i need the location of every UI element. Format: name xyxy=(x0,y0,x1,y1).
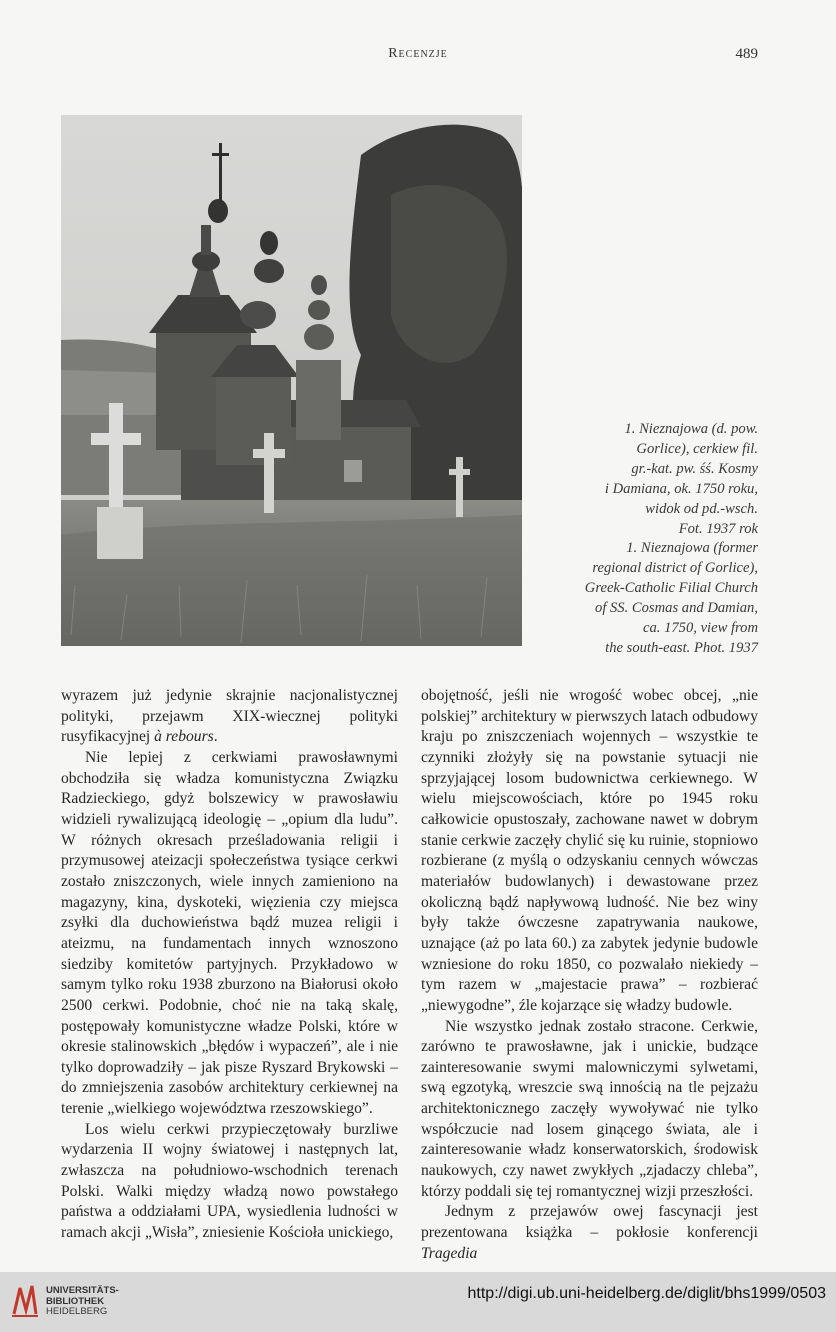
footer-bar xyxy=(0,1272,836,1332)
italic-phrase: Tragedia xyxy=(421,1244,478,1262)
caption-line: widok od pd.-wsch. xyxy=(645,500,758,517)
caption-line: 1. Nieznajowa (former xyxy=(626,540,758,557)
library-emblem-icon xyxy=(10,1280,40,1320)
church-photo xyxy=(61,115,522,646)
caption-line: ca. 1750, view from xyxy=(643,620,758,637)
permalink-url[interactable]: http://digi.ub.uni-heidelberg.de/diglit/bhs1999/0503 xyxy=(467,1285,826,1302)
caption-line: Fot. 1937 rok xyxy=(678,520,758,537)
caption-line: regional district of Gorlice), xyxy=(592,560,758,577)
left-column xyxy=(61,686,398,1244)
library-logo[interactable] xyxy=(10,1280,170,1324)
paragraph: Nie wszystko jednak zostało stracone. Cerkwie, zarówno te prawosławne, jak i unickie, budzące zainteresowanie swymi malowniczymi sylwetami, swą egzotyką, wreszcie swą innością na tle pejzażu architektonicznego zaczęły wywoływać nie tylko współczucie nad losem ginącego świata, ale i zainteresowanie władz konserwatorskich, środowisk naukowych, czy nawet zwykłych „zjadaczy chleba”, którzy poddali się tej romantycznej wizji przeszłości. xyxy=(421,1017,758,1200)
italic-phrase: à rebours xyxy=(154,728,214,746)
caption-line: Greek-Catholic Filial Church xyxy=(584,580,758,597)
caption-line: Gorlice), cerkiew fil. xyxy=(636,440,758,457)
figure-caption xyxy=(548,420,758,659)
caption-line: i Damiana, ok. 1750 roku, xyxy=(604,480,758,497)
caption-line: of SS. Cosmas and Damian, xyxy=(595,600,758,617)
church-photo-illustration xyxy=(61,115,522,646)
page-number: 489 xyxy=(735,46,758,62)
emblem-stroke xyxy=(14,1286,36,1314)
logo-line: BIBLIOTHEK xyxy=(46,1295,105,1307)
paragraph xyxy=(421,1202,758,1264)
paragraph xyxy=(61,686,398,748)
paragraph-text: wyrazem już jedynie skrajnie nacjonalistycznej polityki, przejawm XIX-wiecznej polityki rusyfikacyjnej xyxy=(61,687,398,746)
logo-line: HEIDELBERG xyxy=(46,1306,108,1317)
paragraph-end: . xyxy=(213,728,218,746)
right-column xyxy=(421,686,758,1264)
logo-line: UNIVERSITÄTS- xyxy=(46,1285,119,1296)
caption-line: the south-east. Phot. 1937 xyxy=(605,639,758,656)
paragraph: Los wielu cerkwi przypieczętowały burzliwe wydarzenia II wojny światowej i następnych lat, zwłaszcza na południowo-wschodnich terenach Polski. Walki między władzą nowo powstałego państwa a oddziałami UPA, wysiedlenia ludności w ramach akcji „Wisła”, zniesienie Kościoła unickiego, xyxy=(61,1120,398,1242)
paragraph: obojętność, jeśli nie wrogość wobec obcej, „nie polskiej” architektury w pierwszych latach odbudowy kraju po zniszczeniach wojennych – wszystkie te czynniki złożyły się na powstanie sytuacji nie sprzyjającej losom budownictwa cerkiewnego. W wielu miejscowościach, które po 1945 roku całkowicie opustoszały, zachowane nawet w dobrym stanie cerkwie zaczęły chylić się ku ruinie, stopniowo rozbierane (z myślą o odzyskaniu cennych wówczas materiałów budowlanych) i dewastowane przez okoliczną bądź napływową ludność. Nie bez winy były także ówczesne zapatrywania naukowe, uznające (aż po lata 60.) za zabytek jedynie budowle wzniesione do roku 1850, co pozwalało niekiedy – tym razem w „majestacie prawa” – rozbierać „niewygodne”, źle kojarzące się władzy budowle. xyxy=(421,687,758,1014)
caption-line: 1. Nieznajowa (d. pow. xyxy=(624,421,758,437)
logo-text xyxy=(46,1286,119,1318)
paragraph: Nie lepiej z cerkwiami prawosławnymi obchodziła się władza komunistyczna Związku Radzieckiego, gdyż bolszewicy w prawosławiu widzieli rywalizującą ideologię – „opium dla ludu”. W różnych okresach prześladowania religii i przymusowej ateizacji społeczeństwa tysiące cerkwi zostało zniszczonych, wiele innych zamieniono na magazyny, kina, dyskoteki, więzienia czy miejsca zsyłki dla duchowieństwa bądź muzea religii i ateizmu, na fundamentach innych wznoszono siedziby komitetów partyjnych. Przykładowo w samym tylko roku 1938 zburzono na Białorusi około 2500 cerkwi. Podobnie, choć nie na taką skalę, postępowały komunistyczne władze Polski, które w okresie stalinowskich „błędów i wypaczeń”, ale i nie tylko doprowadziły – jak pisze Ryszard Brykowski – do zmniejszenia zasobów architektury cerkiewnej na terenie „wielkiego województwa rzeszowskiego”. xyxy=(61,748,398,1118)
caption-line: gr.-kat. pw. śś. Kosmy xyxy=(631,460,758,477)
running-head: Recenzje xyxy=(388,46,448,61)
paragraph-text: Jednym z przejawów owej fascynacji jest prezentowana książka – pokłosie konferencji xyxy=(421,1203,758,1242)
